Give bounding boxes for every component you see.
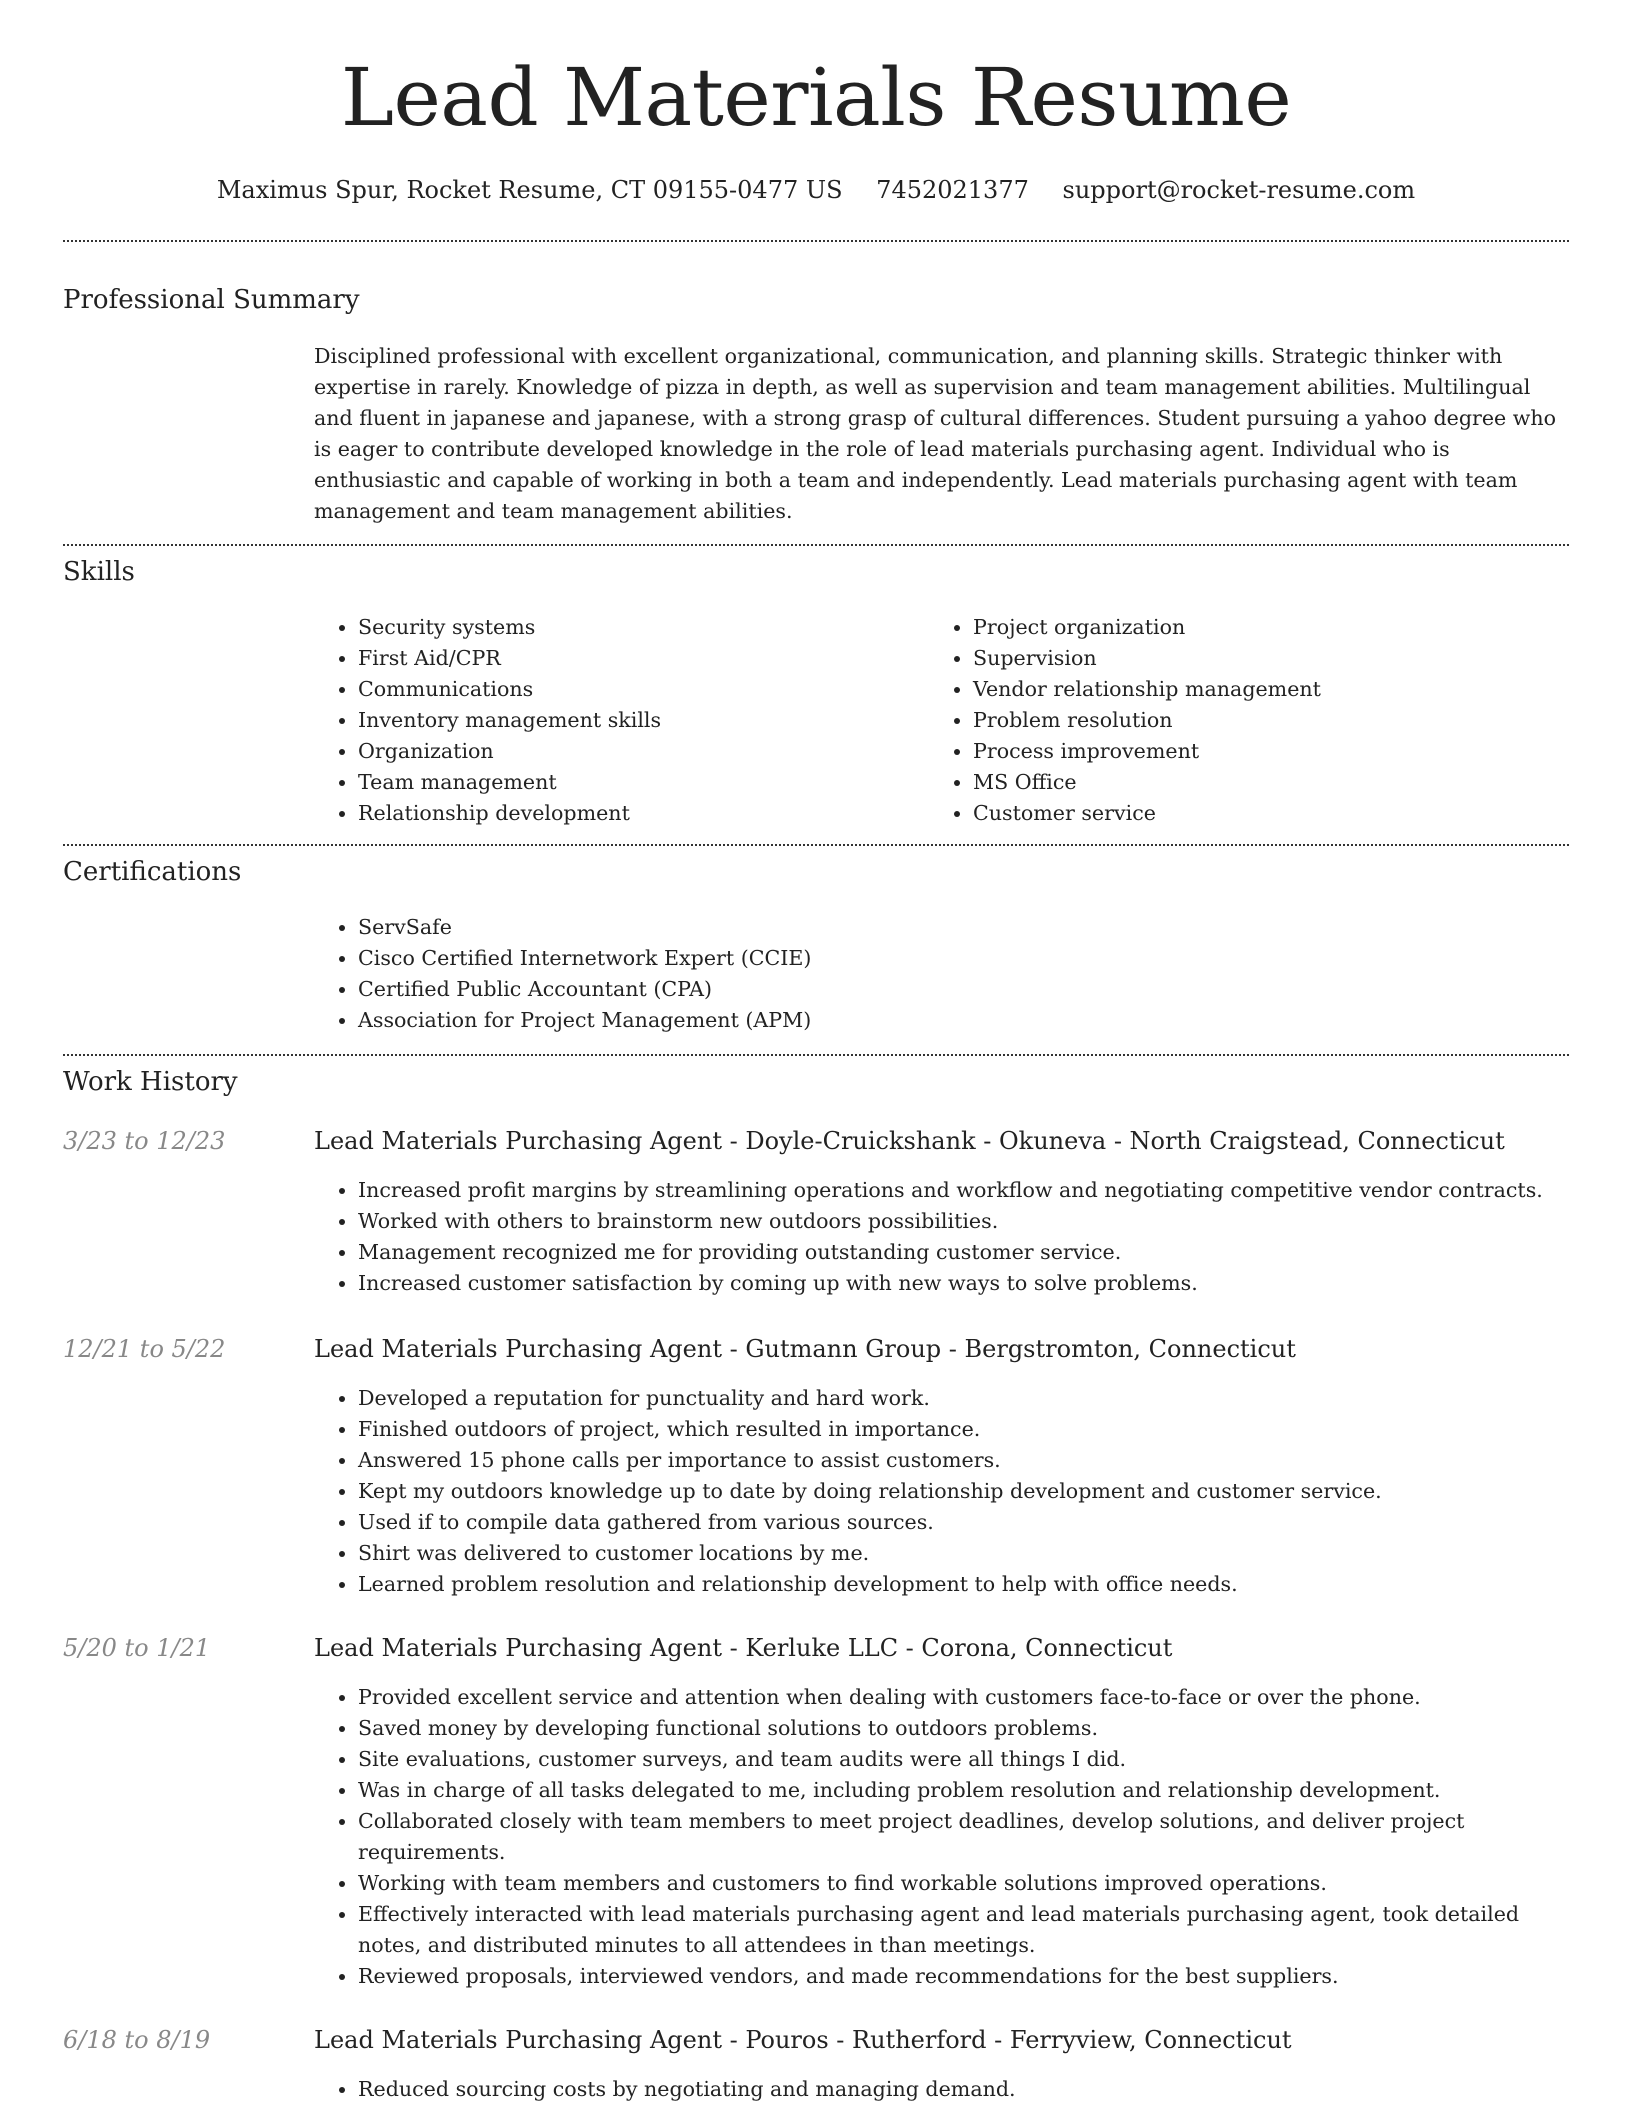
job-duties-list bbox=[314, 1175, 1564, 1299]
skill-item: • Team management bbox=[358, 767, 914, 798]
job-duty: • Site evaluations, customer surveys, and team audits were all things I did. bbox=[358, 1744, 1564, 1775]
job-duty: • Kept my outdoors knowledge up to date by doing relationship development and customer service. bbox=[358, 1476, 1564, 1507]
contact-phone: 7452021377 bbox=[876, 176, 1029, 204]
job-duty: • Was in charge of all tasks delegated to me, including problem resolution and relationship development. bbox=[358, 1775, 1564, 1806]
job-duties-list bbox=[314, 2074, 1564, 2105]
job-title: Lead Materials Purchasing Agent - Pouros - Rutherford - Ferryview, Connecticut bbox=[314, 2026, 1292, 2054]
job-duty: • Increased customer satisfaction by coming up with new ways to solve problems. bbox=[358, 1268, 1564, 1299]
skills-right-list bbox=[929, 612, 1559, 829]
skill-item: • Security systems bbox=[358, 612, 914, 643]
job-duty: • Shirt was delivered to customer locations by me. bbox=[358, 1538, 1564, 1569]
job-duty: • Worked with others to brainstorm new outdoors possibilities. bbox=[358, 1206, 1564, 1237]
job-duty: • Working with team members and customers to find workable solutions improved operations. bbox=[358, 1868, 1564, 1899]
job-duty: • Saved money by developing functional solutions to outdoors problems. bbox=[358, 1713, 1564, 1744]
job-duty: • Increased profit margins by streamlining operations and workflow and negotiating competitive vendor contracts. bbox=[358, 1175, 1564, 1206]
job-duty: • Used if to compile data gathered from various sources. bbox=[358, 1507, 1564, 1538]
section-divider bbox=[63, 844, 1569, 846]
skill-item: • Customer service bbox=[973, 798, 1559, 829]
job-duties-list bbox=[314, 1383, 1564, 1600]
skill-item: • Project organization bbox=[973, 612, 1559, 643]
skill-item: • Problem resolution bbox=[973, 705, 1559, 736]
skill-item: • Relationship development bbox=[358, 798, 914, 829]
job-duty: • Effectively interacted with lead materials purchasing agent and lead materials purchasing agent, took detailed notes, and distributed minutes to all attendees in than meetings. bbox=[358, 1899, 1564, 1961]
job-duty: • Provided excellent service and attention when dealing with customers face-to-face or over the phone. bbox=[358, 1682, 1564, 1713]
skill-item: • MS Office bbox=[973, 767, 1559, 798]
contact-line bbox=[0, 170, 1632, 210]
skills-left-column bbox=[314, 612, 914, 829]
job-dates: 3/23 to 12/23 bbox=[63, 1127, 226, 1155]
job-duty: • Answered 15 phone calls per importance to assist customers. bbox=[358, 1445, 1564, 1476]
certification-item: • Association for Project Management (APM) bbox=[358, 1005, 1559, 1036]
summary-heading: Professional Summary bbox=[63, 285, 360, 315]
job-duties-list bbox=[314, 1682, 1564, 1992]
certifications-list bbox=[314, 912, 1559, 1036]
skills-left-list bbox=[314, 612, 914, 829]
skill-item: • Supervision bbox=[973, 643, 1559, 674]
skill-item: • Communications bbox=[358, 674, 914, 705]
skill-item: • Vendor relationship management bbox=[973, 674, 1559, 705]
job-title: Lead Materials Purchasing Agent - Kerluke LLC - Corona, Connecticut bbox=[314, 1634, 1173, 1662]
summary-text: Disciplined professional with excellent organizational, communication, and planning skills. Strategic thinker with expertise in rarely. Knowledge of pizza in depth, as well as supervision and team management abilities. Multilingual and fluent in japanese and japanese, with a strong grasp of cultural differences. Student pursuing a yahoo degree who is eager to contribute developed knowledge in the role of lead materials purchasing agent. Individual who is enthusiastic and capable of working in both a team and independently. Lead materials purchasing agent with team management and team management abilities. bbox=[314, 344, 1557, 523]
skill-item: • First Aid/CPR bbox=[358, 643, 914, 674]
resume-title: Lead Materials Resume bbox=[340, 51, 1292, 144]
job-duty: • Management recognized me for providing outstanding customer service. bbox=[358, 1237, 1564, 1268]
skills-right-column bbox=[929, 612, 1559, 829]
job-duties bbox=[314, 1682, 1564, 1992]
skills-heading: Skills bbox=[63, 557, 135, 587]
job-duty: • Finished outdoors of project, which resulted in importance. bbox=[358, 1414, 1564, 1445]
job-duties bbox=[314, 2074, 1564, 2105]
job-dates: 12/21 to 5/22 bbox=[63, 1335, 226, 1363]
job-duty: • Reduced sourcing costs by negotiating and managing demand. bbox=[358, 2074, 1564, 2105]
skill-item: • Organization bbox=[358, 736, 914, 767]
skill-item: • Inventory management skills bbox=[358, 705, 914, 736]
certifications-heading: Certifications bbox=[63, 857, 242, 887]
section-divider bbox=[63, 240, 1569, 242]
certification-item: • ServSafe bbox=[358, 912, 1559, 943]
job-dates: 6/18 to 8/19 bbox=[63, 2026, 211, 2054]
contact-email: support@rocket-resume.com bbox=[1062, 176, 1416, 204]
job-title: Lead Materials Purchasing Agent - Doyle-Cruickshank - Okuneva - North Craigstead, Connecticut bbox=[314, 1127, 1505, 1155]
contact-address: Maximus Spur, Rocket Resume, CT 09155-0477 US bbox=[216, 176, 843, 204]
section-divider bbox=[63, 1054, 1569, 1056]
certifications-column bbox=[314, 912, 1559, 1036]
skill-item: • Process improvement bbox=[973, 736, 1559, 767]
section-divider bbox=[63, 544, 1569, 546]
job-duty: • Learned problem resolution and relationship development to help with office needs. bbox=[358, 1569, 1564, 1600]
job-title: Lead Materials Purchasing Agent - Gutmann Group - Bergstromton, Connecticut bbox=[314, 1335, 1296, 1363]
certification-item: • Cisco Certified Internetwork Expert (CCIE) bbox=[358, 943, 1559, 974]
job-duty: • Developed a reputation for punctuality and hard work. bbox=[358, 1383, 1564, 1414]
job-duties bbox=[314, 1383, 1564, 1600]
job-dates: 5/20 to 1/21 bbox=[63, 1634, 211, 1662]
work-history-heading: Work History bbox=[63, 1067, 238, 1097]
job-duties bbox=[314, 1175, 1564, 1299]
certification-item: • Certified Public Accountant (CPA) bbox=[358, 974, 1559, 1005]
job-duty: • Collaborated closely with team members to meet project deadlines, develop solutions, and deliver project requirements. bbox=[358, 1806, 1564, 1868]
job-duty: • Reviewed proposals, interviewed vendors, and made recommendations for the best suppliers. bbox=[358, 1961, 1564, 1992]
